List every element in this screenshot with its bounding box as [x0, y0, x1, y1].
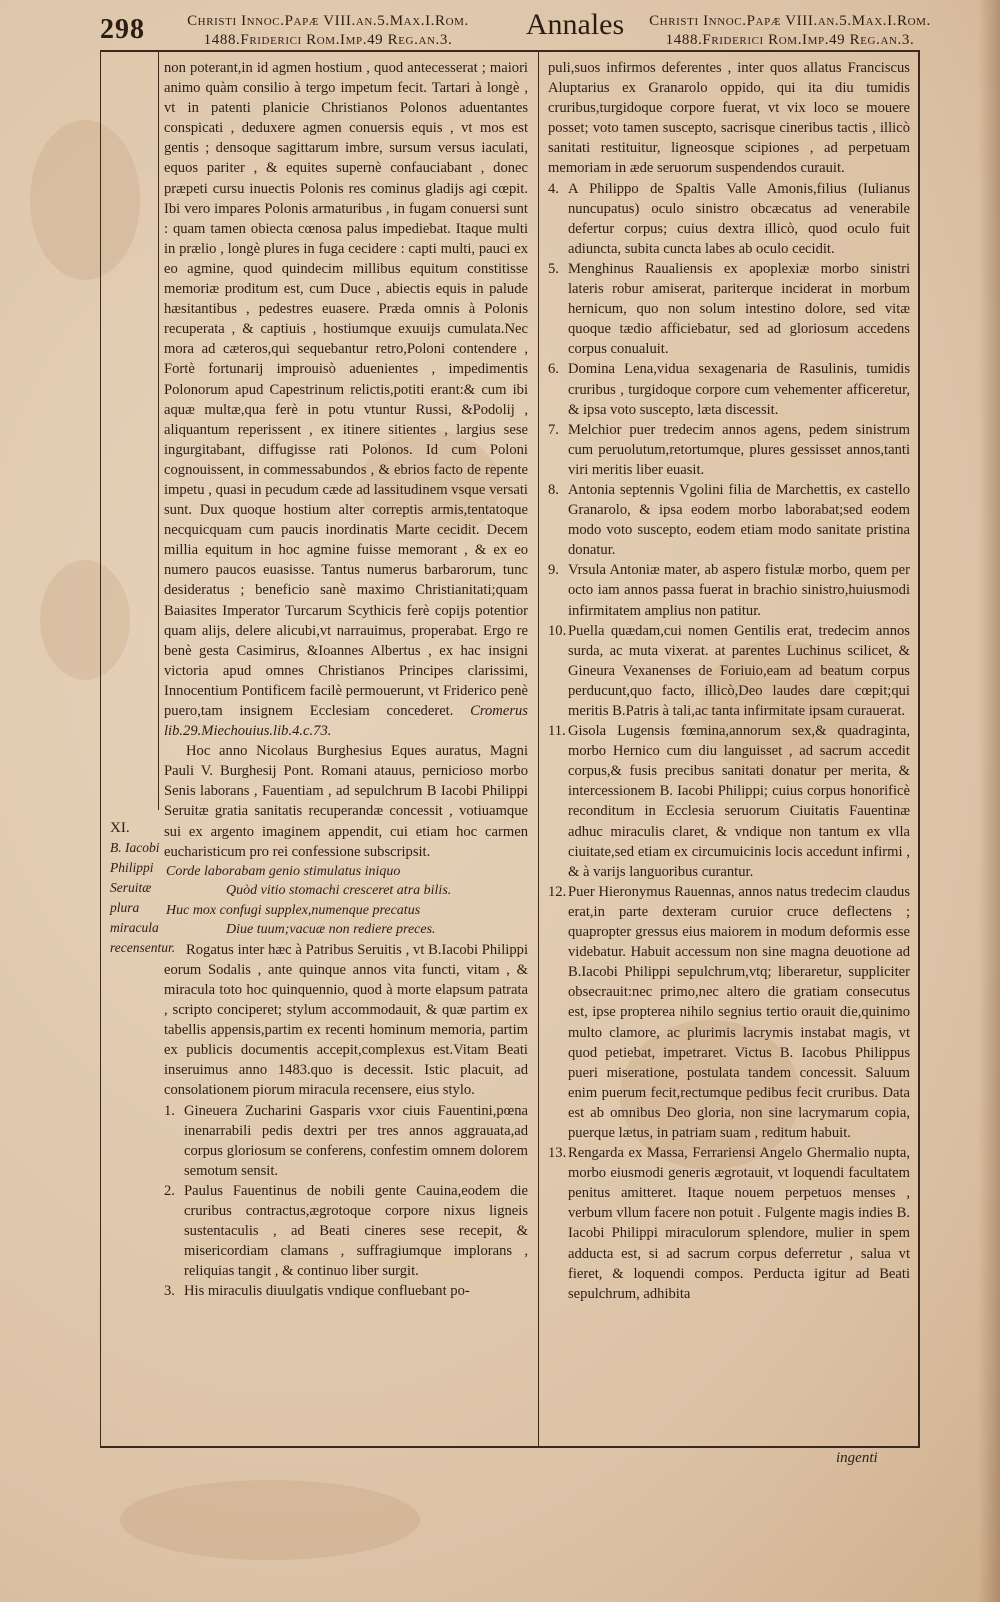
header-right-line-1: Christi Innoc.Papæ VIII.an.5.Max.I.Rom.: [649, 13, 931, 29]
miracle-item: [164, 1281, 528, 1301]
page-edge-shadow: [978, 0, 1000, 1602]
item-number: 11.: [548, 723, 566, 740]
item-number: 6.: [548, 361, 559, 378]
header-left-line-2: 1488.Friderici Rom.Imp.49 Reg.an.3.: [203, 32, 453, 48]
margin-note: [110, 818, 176, 958]
catchword: ingenti: [836, 1450, 878, 1466]
item-text: His miraculis diuulgatis vndique confluebant po-: [184, 1283, 470, 1300]
footer-rule: [100, 1446, 920, 1448]
miracle-item: [548, 420, 910, 480]
paper-stain: [40, 560, 130, 680]
item-number: 2.: [164, 1182, 175, 1199]
miracle-item: [548, 621, 910, 721]
item-number: 1.: [164, 1102, 175, 1119]
citation: Cromerus lib.29.Miechouius.lib.4.c.73.: [164, 703, 528, 740]
left-column-rule: [158, 50, 159, 810]
item-text: Antonia septennis Vgolini filia de Marchettis, ex castello Granarolo, & ipsa eodem morbo laborabat;sed eodem modo voto suscepto, eodem etiam modo sanitate pristina donatur.: [568, 481, 910, 559]
item-text: A Philippo de Spaltis Valle Amonis,filius (Iulianus nuncupatus) oculo sinistro obcæcatus ad venerabile defertur corpus; cuius dextra illicò, quod oculo fuit adiuncta, subita cuncta labes ab oculo cecidit.: [568, 180, 910, 257]
miracle-item: [164, 1101, 528, 1181]
miracle-item: [548, 882, 910, 1143]
outer-left-rule: [100, 50, 101, 1446]
miracle-item: [548, 480, 910, 560]
left-paragraph-1: [164, 58, 528, 741]
running-header-right: [640, 12, 940, 50]
item-text: Gineuera Zucharini Gasparis vxor ciuis Fauentini,pœna inenarrabili pedis dextri per tres annos aggrauata,ad corpus gloriosum se conferens, confestim omnem dolorem semotum sensit.: [184, 1102, 528, 1179]
item-number: 8.: [548, 481, 559, 498]
item-text: Puella quædam,cui nomen Gentilis erat, tredecim annos surda, ac muta vixerat. at parentes Luchinus scilicet, & Gineura Vexanenses de Foriuio,eam ad beatum corpus perducunt,quo facto, illicò,Deo laudes dare cœpit;qui meritis B.Patris à tali,ac tanta infirmitate ipsam curauerat.: [568, 622, 910, 719]
miracle-item: [548, 721, 910, 882]
header-left-line-1: Christi Innoc.Papæ VIII.an.5.Max.I.Rom.: [187, 13, 469, 29]
right-frame-rule: [918, 50, 920, 1446]
item-text: Rengarda ex Massa, Ferrariensi Angelo Ghermalio nupta, morbo eiusmodi generis ægrotauit, vt loquendi facultatem penitus amitteret. Itaque nouem perpetuos menses , verbum vllum facere non potuit . Fulgente magis indies B. Iacobi Philippi miraculorum splendore, mulier in spem adducta est, si ad sacrum corpus deferretur , salua vt fieret, & loquendi compos. Perducta igitur ad Beati sepulchrum, adhibita: [568, 1145, 910, 1302]
item-number: 13.: [548, 1145, 567, 1162]
paper-stain: [120, 1480, 420, 1560]
item-number: 7.: [548, 421, 559, 438]
header-title: Annales: [525, 8, 625, 41]
item-text: Gisola Lugensis fœmina,annorum sex,& quadraginta, morbo Hernico cum diu languisset , ad sacrum accedit corpus,& fusis precibus sanitati donatur per merita, & intercessionem B. Iacobi Philippi; cuius corpus honorificè reconditum in Ecclesia seruorum Ciuitatis Fauentinæ adhuc miraculis claret, & vndique non tantum ex vlla ciuitate,sed etiam ex circumuicinis locis accedunt infirmi , & à varijs languoribus curantur.: [568, 723, 910, 880]
verse-line-3: Huc mox confugi supplex,numenque precatus: [166, 902, 421, 918]
item-text: Paulus Fauentinus de nobili gente Cauina,eodem die cruribus contractus,ægrotoque corpore nixus ligneis sustentaculis , ad Beati cineres sese recepit, & misericordiam clamans , suffragiumque implorans , reliquias tangit , & continuo liber surgit.: [184, 1182, 528, 1280]
left-paragraph-2: Hoc anno Nicolaus Burghesius Eques auratus, Magni Pauli V. Burghesij Pont. Romani atauus, pernicioso morbo Senis laborans , Fauentiam , ad sepulchrum B Iacobi Philippi Seruitæ gratia sanitatis recuperandæ concessit , votiuamque sui ex argento imaginem appendit, cui etiam hoc carmen eucharisticum pro rei confessione subscripsit.: [164, 743, 528, 860]
item-number: 3.: [164, 1283, 175, 1300]
item-text: Puer Hieronymus Rauennas, annos natus tredecim claudus erat,in parte dexteram curuior cruce deflectens ; quapropter gressus eius maiorem in modum deformis esse videbatur. Habuit accessum non sine magna deuotione ad B.Iacobi Philippi sepulchrum,vtq; liberaretur, suppliciter obsecrauit:nec primo,nec altero die gratiam consecutus est, ipse propterea nihilo segnius tertio orauit die,quinimo multo clamore, ac plurimis lacrymis instabat magis, vt quod petiebat, impetraret. Victus B. Iacobus Philippus pueri miseratione, postulata tandem concessit. Saluum enim puerum fecit,rectumque pedibus fecit cruribus. Data est ab omnibus Deo gloria, non sine lacrymarum copia, puerque lætus, in patriam suam , reditum habuit.: [568, 883, 910, 1141]
item-number: 9.: [548, 562, 559, 579]
verse-line-1: Corde laborabam genio stimulatus iniquo: [166, 863, 401, 879]
margin-note-text: B. Iacobi Philippi Seruitæ plura miracula recensentur.: [110, 840, 176, 955]
verse-line-4: Diue tuum;vacuæ non rediere preces.: [226, 922, 436, 938]
left-paragraph-3: Rogatus inter hæc à Patribus Seruitis , vt B.Iacobi Philippi eorum Sodalis , ante quinque annos vita functi, vitam , & miracula toto hoc quinquennio, quod à morte elapsum patrata , scripto conciperet; stylum accommodauit, & quæ partim ex tabellis appensis,partim ex recenti hominum memoria, partim ex publicis documentis accepit,complexus est.Vitam Beati inseruimus anno 1483.quo is decessit. Istic placuit, ad consolationem piorum miracula recensere, eius stylo.: [164, 941, 528, 1099]
right-column: [548, 58, 910, 1304]
left-column: [164, 58, 528, 1301]
miracle-item: [548, 259, 910, 359]
item-text: Menghinus Raualiensis ex apoplexiæ morbo sinistri lateris robur amiserat, pariterque inciderat in morbum hernicum, quo non solum intestino dolore, sed vitæ quoque tædio afficiebatur, sed ad gloriosum accedens corpus conualuit.: [568, 260, 910, 358]
item-number: 10.: [548, 622, 567, 639]
item-number: 12.: [548, 883, 567, 900]
margin-note-number: XI.: [110, 820, 130, 836]
item-number: 5.: [548, 260, 559, 277]
column-divider-rule: [538, 50, 539, 1446]
miracle-item: [548, 179, 910, 259]
left-paragraph-1-text: non poterant,in id agmen hostium , quod antecesserat ; maiori animo quàm consilio à tergo impetum fecit. Tartari à longè , vt in patenti planicie Christianos Polonos aduentantes conspicati , deduxere agmen conuersis equis , vt mos est gentis ; densoque sagittarum imbre, sursum versus iaculati, equos pariter , & equites supernè confauciabant , donec præpeti cursu inuectis Polonis res cominus gladijs agi cœpit. Ibi vero impares Polonis armaturibus , in fugam conuersi sunt : quam tamen obiecta cœnosa palus impediebat. Itaque multi in prælio , longè plures in fuga cecidere : capti multi, pauci ex eo agmine, quod quindecim millibus equitum constitisse memoriæ proditum est, cum Duce , abiectis equis in palude hæsitantibus , pedestres euasere. Præda omnis à Polonis recuperata , & captiuis , hostiumque exuuijs cumulata.Nec mora ad cæteros,qui sequebantur retro,Poloni contendere , Fortè fortunarij improuisò aduenientes , impedimentis Polonorum apud Capestrinum relictis,potiti erant:& cum ibi aquæ multæ,qua ferè in potu vtuntur Russi, &Podolij , aliquantum reperissent , ex itinere sitientes , largius sese ingurgitabant, diffugisse rati Polonos. Id cum Poloni cognouissent, in commessabundos , & ebrios facto de repente impetu , quasi in pecudum cæde ad lassitudinem vsque versati sunt. Dux quoque hostium alter correptis armis,tentatoque necquicquam cum paucis inordinatis Marte cecidit. Decem millia equitum in hoc agmine fuisse memorant , & ex eo numero paucos euasisse. Tantus numerus barbarorum, tunc desideratus ; beneficio sanè maximo Christianitati;quam Baiasites Imperator Turcarum Scythicis ferè copijs potentior quam alijs, delere alicubi,vt narrauimus, properabat. Ergo re benè gesta Casimirus, &Ioannes Albertus , ex hac insigni victoria apud omnes Christianos Principes clarissimi, Innocentium Pontificem facilè permouerunt, vt Friderico penè puero,tam insignem Ecclesiam concederet.: [164, 60, 528, 719]
header-rule: [100, 50, 920, 52]
item-text: Melchior puer tredecim annos agens, pedem sinistrum cum peruolutum,retortumque, plures gessisset annos,tanti viri meritis liber euasit.: [568, 421, 910, 478]
page-number: 298: [100, 14, 145, 45]
item-number: 4.: [548, 180, 559, 197]
miracle-item: [164, 1181, 528, 1281]
item-text: Domina Lena,vidua sexagenaria de Rasulinis, tumidis cruribus , turgidoque corpore cum vehementer afficeretur, & ipsa voto suscepto, læta discessit.: [568, 361, 910, 418]
verse-line-2: Quòd vitio stomachi cresceret atra bilis.: [226, 883, 452, 899]
item-text: Vrsula Antoniæ mater, ab aspero fistulæ morbo, quem per octo iam annos passa fuerat in brachio sinistro,huiusmodi infirmitatem amplius non patitur.: [568, 562, 910, 619]
miracle-item: [548, 1143, 910, 1304]
miracle-item: [548, 560, 910, 620]
header-right-line-2: 1488.Friderici Rom.Imp.49 Reg.an.3.: [665, 32, 915, 48]
right-continuation: puli,suos infirmos deferentes , inter quos allatus Franciscus Aluptarius ex Granarolo oppido, qui ita diu tumidis cruribus,turgidoque corpore fuerat, vt vix loco se mouere posset; voto tamen suscepto, sacrisque cineribus tactis , illicò sanitati restituitur, ligneosque scipiones , ad perpetuam memoriam in æde seruorum suspendendos curauit.: [548, 60, 910, 177]
miracle-item: [548, 359, 910, 419]
running-header-left: [158, 12, 498, 50]
paper-stain: [30, 120, 140, 280]
